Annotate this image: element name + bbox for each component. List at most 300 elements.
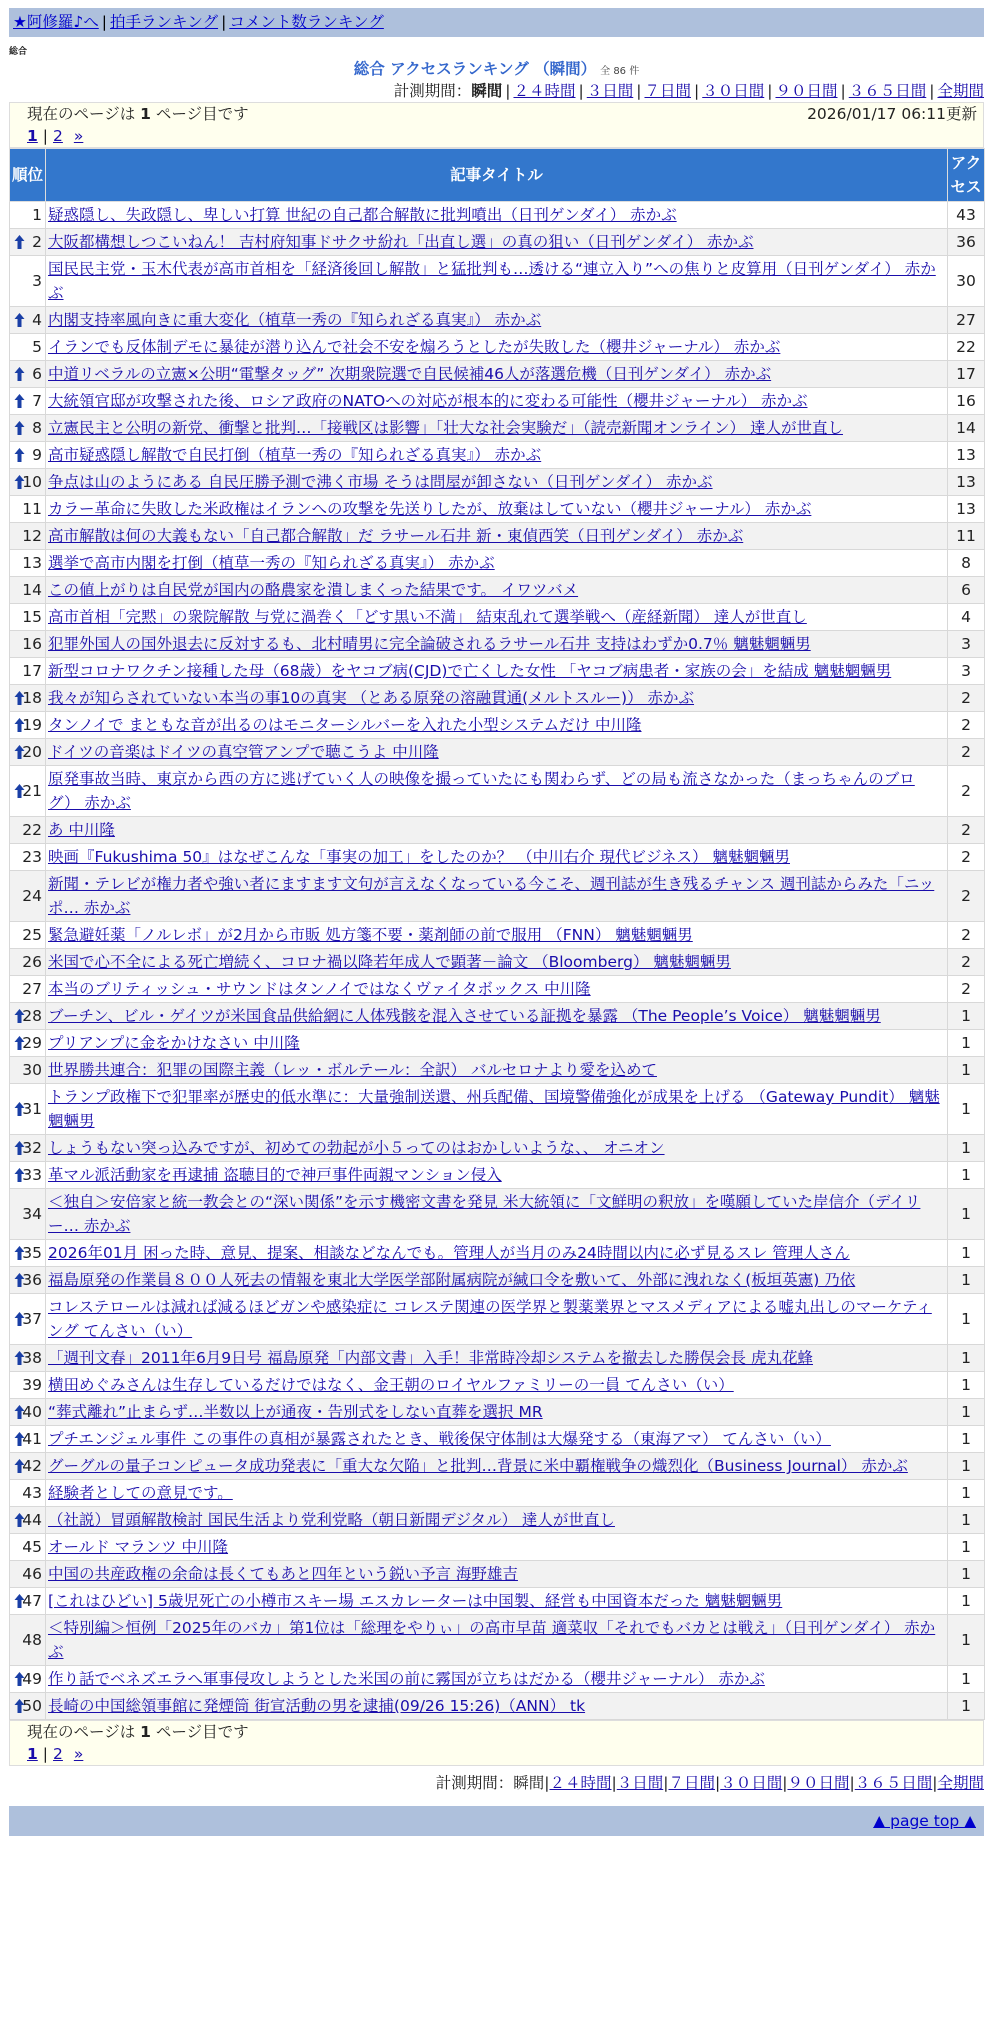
rank-number: 24: [22, 887, 42, 905]
table-row: [10, 442, 985, 469]
table-row: [10, 1480, 985, 1507]
access-count-cell: 2: [948, 685, 985, 712]
next-page-link[interactable]: »: [73, 1745, 84, 1763]
article-title-link[interactable]: 争点は山のようにある 自民圧勝予測で沸く市場 そうは問屋が卸さない（日刊ゲンダイ） 赤かぶ: [48, 473, 713, 491]
article-title-link[interactable]: 中道リベラルの立憲×公明“電撃タッグ” 次期衆院選で自民候補46人が落選危機（日刊ゲンダイ） 赤かぶ: [48, 365, 772, 383]
rank-number: 16: [22, 635, 42, 653]
table-row: [10, 817, 985, 844]
rank-up-arrow-icon: [14, 1272, 25, 1288]
table-row: [10, 1345, 985, 1372]
access-count-cell: 2: [948, 844, 985, 871]
period-separator: |: [715, 1774, 721, 1792]
access-count-cell: 14: [948, 415, 985, 442]
period-link[interactable]: ９０日間: [787, 1774, 850, 1792]
title-cell: [46, 550, 948, 577]
rank-cell: [10, 1666, 46, 1693]
title-cell: [46, 817, 948, 844]
rank-cell: [10, 202, 46, 229]
table-row: [10, 1534, 985, 1561]
access-count-cell: 1: [948, 1693, 985, 1720]
rank-cell: [10, 496, 46, 523]
article-title-link[interactable]: 経験者としての意見です。: [48, 1484, 233, 1502]
rank-cell: [10, 1189, 46, 1240]
rank-up-arrow-icon: [14, 474, 25, 490]
page-separator: |: [42, 127, 49, 145]
period-link[interactable]: 全期間: [937, 1774, 984, 1792]
rank-up-arrow-icon: [14, 1350, 25, 1366]
access-count-cell: 1: [948, 1240, 985, 1267]
rank-number: 25: [22, 926, 42, 944]
rank-up-arrow-icon: [14, 1512, 25, 1528]
article-title-link[interactable]: ブーチン、ビル・ゲイツが米国食品供給網に人体残骸を混入させている証拠を暴露 （The People’s Voice） 魑魅魍魎男: [48, 1007, 881, 1025]
access-count-cell: 2: [948, 922, 985, 949]
period-link[interactable]: ３日間: [616, 1774, 664, 1792]
rank-number: 7: [32, 392, 42, 410]
table-row: [10, 469, 985, 496]
period-link[interactable]: ３日間: [586, 82, 634, 100]
access-count-cell: 1: [948, 1267, 985, 1294]
table-row: [10, 685, 985, 712]
rank-number: 44: [22, 1511, 42, 1529]
title-cell: [46, 1294, 948, 1345]
current-page-number: 1: [140, 1723, 151, 1741]
ranking-table: [9, 148, 985, 1720]
access-count-cell: 1: [948, 1615, 985, 1666]
article-title-link[interactable]: [これはひどい] 5歳児死亡の小樽市スキー場 エスカレーターは中国製、経営も中国資本だった 魑魅魍魎男: [48, 1592, 783, 1610]
current-page-text: [27, 1721, 249, 1743]
title-cell: [46, 307, 948, 334]
table-row: [10, 739, 985, 766]
article-title-link[interactable]: 米国で心不全による死亡増続く、コロナ禍以降若年成人で顕著－論文 （Bloomberg） 魑魅魍魎男: [48, 953, 731, 971]
table-row: [10, 1453, 985, 1480]
article-title-link[interactable]: トランプ政権下で犯罪率が歴史的低水準に：大量強制送還、州兵配備、国境警備強化が成果を上げる （Gateway Pundit） 魑魅魍魎男: [48, 1088, 940, 1130]
access-count-cell: 2: [948, 871, 985, 922]
article-title-link[interactable]: ＜特別編＞恒例「2025年のバカ」第1位は「総理をやりぃ」の高市早苗 適菜収「それでもバカとは戦え」（日刊ゲンダイ） 赤かぶ: [48, 1619, 936, 1661]
rank-up-arrow-icon: [14, 1101, 25, 1117]
article-title-link[interactable]: 犯罪外国人の国外退去に反対するも、北村晴男に完全論破されるラサール石井 支持はわずか0.7％ 魑魅魍魎男: [48, 635, 811, 653]
rank-number: 39: [22, 1376, 42, 1394]
rank-cell: [10, 712, 46, 739]
article-title-link[interactable]: 大阪都構想しつこいねん！ 吉村府知事ドサクサ紛れ「出直し選」の真の狙い（日刊ゲンダイ） 赤かぶ: [48, 233, 754, 251]
rank-cell: [10, 1030, 46, 1057]
title-cell: [46, 334, 948, 361]
article-title-link[interactable]: 高市疑惑隠し解散で自民打倒（植草一秀の『知られざる真実』） 赤かぶ: [48, 446, 542, 464]
title-cell: [46, 496, 948, 523]
access-count-cell: 1: [948, 1507, 985, 1534]
rank-number: 33: [22, 1166, 42, 1184]
article-title-link[interactable]: 映画『Fukushima 50』はなぜこんな「事実の加工」をしたのか？ （中川右介 現代ビジネス） 魑魅魍魎男: [48, 848, 790, 866]
article-title-link[interactable]: オールド マランツ 中川隆: [48, 1538, 229, 1556]
article-title-link[interactable]: 大統領官邸が攻撃された後、ロシア政府のNATOへの対応が根本的に変わる可能性（櫻井ジャーナル） 赤かぶ: [48, 392, 808, 410]
article-title-link[interactable]: 新聞・テレビが権力者や強い者にますます文句が言えなくなっている今こそ、週刊誌が生き残るチャンス 週刊誌からみた「ニッポ… 赤かぶ: [48, 875, 935, 917]
period-separator: |: [782, 1774, 788, 1792]
rank-cell: [10, 550, 46, 577]
title-cell: [46, 1345, 948, 1372]
rank-up-arrow-icon: [14, 1035, 25, 1051]
access-count-cell: 1: [948, 1003, 985, 1030]
table-row: [10, 922, 985, 949]
article-title-link[interactable]: プリアンプに金をかけなさい 中川隆: [48, 1034, 300, 1052]
article-title-link[interactable]: 緊急避妊薬「ノルレボ」が2月から市販 処方箋不要・薬剤師の前で服用 （FNN） 魑魅魍魎男: [48, 926, 693, 944]
next-page-link[interactable]: »: [73, 127, 84, 145]
title-cell: [46, 388, 948, 415]
title-cell: [46, 844, 948, 871]
rank-cell: [10, 1294, 46, 1345]
title-cell: [46, 1453, 948, 1480]
title-cell: [46, 949, 948, 976]
period-separator: |: [611, 1774, 617, 1792]
access-count-cell: 36: [948, 229, 985, 256]
rank-up-arrow-icon: [14, 1458, 25, 1474]
title-cell: [46, 442, 948, 469]
access-count-cell: 17: [948, 361, 985, 388]
article-title-link[interactable]: （社説）冒頭解散検討 国民生活より党利党略（朝日新聞デジタル） 達人が世直し: [48, 1511, 615, 1529]
article-title-link[interactable]: 中国の共産政権の余命は長くてもあと四年という鋭い予言 海野雄吉: [48, 1565, 518, 1583]
article-title-link[interactable]: この値上がりは自民党が国内の酪農家を潰しまくった結果です。 イワツバメ: [48, 581, 579, 599]
page-separator: |: [42, 1745, 49, 1763]
article-title-link[interactable]: 作り話でベネズエラへ軍事侵攻しようとした米国の前に霧国が立ちはだかる（櫻井ジャーナル） 赤かぶ: [48, 1670, 765, 1688]
access-count-cell: 30: [948, 256, 985, 307]
rank-number: 18: [22, 689, 42, 707]
rank-cell: [10, 658, 46, 685]
access-count-cell: 1: [948, 1453, 985, 1480]
title-cell: [46, 1162, 948, 1189]
title-cell: [46, 922, 948, 949]
title-cell: [46, 469, 948, 496]
period-link[interactable]: ３０日間: [720, 1774, 783, 1792]
clap-ranking-link[interactable]: 拍手ランキング: [110, 13, 219, 31]
article-title-link[interactable]: グーグルの量子コンピュータ成功発表に「重大な欠陥」と批判…背景に米中覇権戦争の熾烈化（Business Journal） 赤かぶ: [48, 1457, 908, 1475]
table-row: [10, 388, 985, 415]
rank-up-arrow-icon: [14, 420, 25, 436]
access-count-cell: 16: [948, 388, 985, 415]
title-cell: [46, 658, 948, 685]
article-title-link[interactable]: 新型コロナワクチン接種した母（68歳）をヤコブ病(CJD)で亡くした女性 「ヤコブ病患者・家族の会」を結成 魑魅魍魎男: [48, 662, 892, 680]
nav-separator: |: [221, 13, 227, 31]
title-cell: [46, 229, 948, 256]
rank-cell: [10, 1693, 46, 1720]
table-header-row: [10, 149, 985, 202]
rank-up-arrow-icon: [14, 690, 25, 706]
table-row: [10, 1057, 985, 1084]
title-cell: [46, 1480, 948, 1507]
article-title-link[interactable]: 「週刊文春」2011年6月9日号 福島原発「内部文書」入手！非常時冷却システムを撤去した勝俣会長 虎丸花蜂: [48, 1349, 813, 1367]
article-title-link[interactable]: ＜独自＞安倍家と統一教会との“深い関係”を示す機密文書を発見 米大統領に「文鮮明の釈放」を嘆願していた岸信介（デイリー… 赤かぶ: [48, 1193, 921, 1235]
table-row: [10, 415, 985, 442]
rank-up-arrow-icon: [14, 1008, 25, 1024]
rank-number: 19: [22, 716, 42, 734]
title-cell: [46, 1588, 948, 1615]
rank-number: 13: [22, 554, 42, 572]
table-row: [10, 1084, 985, 1135]
rank-cell: [10, 1480, 46, 1507]
access-count-cell: 3: [948, 658, 985, 685]
article-title-link[interactable]: ドイツの音楽はドイツの真空管アンプで聴こうよ 中川隆: [48, 743, 439, 761]
rank-cell: [10, 523, 46, 550]
period-separator: |: [694, 82, 700, 100]
period-separator: |: [544, 1774, 550, 1792]
period-link[interactable]: ３６５日間: [848, 82, 927, 100]
rank-cell: [10, 1507, 46, 1534]
table-row: [10, 1426, 985, 1453]
table-row: [10, 1666, 985, 1693]
access-count-cell: 3: [948, 631, 985, 658]
article-title-link[interactable]: しょうもない突っ込みですが、初めての勃起が小５ってのはおかしいような、、 オニオン: [48, 1139, 665, 1157]
rank-cell: [10, 1162, 46, 1189]
period-link[interactable]: ９０日間: [775, 82, 838, 100]
table-row: [10, 1267, 985, 1294]
pager-status-row: [27, 1721, 983, 1743]
article-title-link[interactable]: 我々が知らされていない本当の事10の真実 （とある原発の溶融貫通(メルトスルー)） 赤かぶ: [48, 689, 695, 707]
rank-up-arrow-icon: [14, 393, 25, 409]
title-cell: [46, 1003, 948, 1030]
article-title-link[interactable]: カラー革命に失敗した米政権はイランへの攻撃を先送りしたが、放棄はしていない（櫻井ジャーナル） 赤かぶ: [48, 500, 812, 518]
rank-cell: [10, 1426, 46, 1453]
rank-cell: [10, 976, 46, 1003]
rank-cell: [10, 1003, 46, 1030]
period-separator: |: [929, 82, 935, 100]
rank-number: 31: [22, 1100, 42, 1118]
page-title: [9, 58, 984, 80]
access-count-cell: 2: [948, 712, 985, 739]
article-title-link[interactable]: 横田めぐみさんは生存しているだけではなく、金王朝のロイヤルファミリーの一員 てんさい（い）: [48, 1376, 734, 1394]
rank-up-arrow-icon: [14, 1245, 25, 1261]
page-link[interactable]: 2: [53, 1745, 63, 1763]
rank-cell: [10, 1084, 46, 1135]
article-title-link[interactable]: プチエンジェル事件 この事件の真相が暴露されたとき、戦後保守体制は大爆発する（東海アマ） てんさい（い）: [48, 1430, 831, 1448]
table-row: [10, 631, 985, 658]
access-count-cell: 11: [948, 523, 985, 550]
comment-ranking-link[interactable]: コメント数ランキング: [229, 13, 384, 31]
article-title-link[interactable]: あ 中川隆: [48, 821, 115, 839]
article-title-link[interactable]: 本当のブリティッシュ・サウンドはタンノイではなくヴァイタボックス 中川隆: [48, 980, 591, 998]
title-cell: [46, 577, 948, 604]
rank-cell: [10, 1561, 46, 1588]
page-link[interactable]: 2: [53, 127, 63, 145]
title-cell: [46, 871, 948, 922]
title-cell: [46, 1693, 948, 1720]
rank-cell: [10, 469, 46, 496]
rank-number: 47: [22, 1592, 42, 1610]
period-selector: [9, 80, 984, 102]
current-page-post: ページ目です: [155, 105, 249, 123]
updated-timestamp: 2026/01/17 06:11更新: [807, 105, 977, 123]
period-link[interactable]: ７日間: [668, 1774, 715, 1792]
access-count-cell: 1: [948, 1189, 985, 1240]
period-selector-bottom: [9, 1772, 984, 1794]
rank-up-arrow-icon: [14, 1140, 25, 1156]
table-row: [10, 1162, 985, 1189]
current-page-pre: 現在のページは: [27, 105, 136, 123]
period-current: 瞬間: [513, 1774, 545, 1792]
article-title-link[interactable]: 原発事故当時、東京から西の方に逃げていく人の映像を撮っていたにも関わらず、どの局も流さなかった（まっちゃんのブログ） 赤かぶ: [48, 770, 915, 812]
rank-number: 42: [22, 1457, 42, 1475]
title-cell: [46, 1372, 948, 1399]
page-link[interactable]: 1: [27, 1745, 38, 1763]
rank-number: 48: [22, 1631, 42, 1649]
title-cell: [46, 202, 948, 229]
rank-number: 17: [22, 662, 42, 680]
pager-box: [9, 102, 984, 148]
article-title-link[interactable]: 世界勝共連合：犯罪の国際主義（レッ・ボルテール：全訳） バルセロナより愛を込めて: [48, 1061, 657, 1079]
table-row: [10, 202, 985, 229]
article-title-link[interactable]: コレステロールは減れば減るほどガンや感染症に コレステ関連の医学界と製薬業界とマスメディアによる嘘丸出しのマーケティング てんさい（い）: [48, 1298, 932, 1340]
period-separator: |: [767, 82, 773, 100]
top-nav-bar: [9, 8, 984, 37]
rank-cell: [10, 1372, 46, 1399]
table-row: [10, 1561, 985, 1588]
title-cell: [46, 976, 948, 1003]
title-cell: [46, 1057, 948, 1084]
rank-number: 45: [22, 1538, 42, 1556]
article-title-link[interactable]: 革マル派活動家を再逮捕 盗聴目的で神戸事件両親マンション侵入: [48, 1166, 502, 1184]
table-row: [10, 361, 985, 388]
rank-number: 20: [22, 743, 42, 761]
rank-number: 22: [22, 821, 42, 839]
rank-cell: [10, 685, 46, 712]
title-cell: [46, 631, 948, 658]
article-title-link[interactable]: “葬式離れ”止まらず…半数以上が通夜・告別式をしない直葬を選択 MR: [48, 1403, 543, 1421]
page-links: [27, 1743, 983, 1765]
article-title-link[interactable]: 高市解散は何の大義もない「自己都合解散」だ ラサール石井 新・東偵西笑（日刊ゲンダイ） 赤かぶ: [48, 527, 744, 545]
article-title-link[interactable]: 福島原発の作業員８００人死去の情報を東北大学医学部附属病院が緘口令を敷いて、外部に洩れなく(板垣英憲) 乃依: [48, 1271, 856, 1289]
access-count-cell: 1: [948, 1084, 985, 1135]
access-count-cell: 1: [948, 1534, 985, 1561]
table-row: [10, 1399, 985, 1426]
access-count-cell: 1: [948, 1162, 985, 1189]
page-link[interactable]: 1: [27, 127, 38, 145]
current-page-number: 1: [140, 105, 151, 123]
rank-number: 15: [22, 608, 42, 626]
article-title-link[interactable]: イランでも反体制デモに暴徒が潜り込んで社会不安を煽ろうとしたが失敗した（櫻井ジャーナル） 赤かぶ: [48, 338, 781, 356]
rank-number: 12: [22, 527, 42, 545]
title-cell: [46, 1426, 948, 1453]
table-row: [10, 1189, 985, 1240]
title-cell: [46, 685, 948, 712]
article-title-link[interactable]: 国民民主党・玉木代表が高市首相を「経済後回し解散」と猛批判も…透ける“連立入り”への焦りと皮算用（日刊ゲンダイ） 赤かぶ: [48, 260, 936, 302]
article-title-link[interactable]: 内閣支持率風向きに重大変化（植草一秀の『知られざる真実』） 赤かぶ: [48, 311, 542, 329]
rank-number: 34: [22, 1205, 42, 1223]
rank-cell: [10, 631, 46, 658]
rank-up-arrow-icon: [14, 1671, 25, 1687]
rank-cell: [10, 1588, 46, 1615]
title-cell: [46, 1189, 948, 1240]
access-count-cell: 2: [948, 766, 985, 817]
rank-cell: [10, 334, 46, 361]
period-link[interactable]: ２４時間: [513, 82, 576, 100]
article-title-link[interactable]: 立憲民主と公明の新党、衝撃と批判…「接戦区は影響」「壮大な社会実験だ」（読売新聞オンライン） 達人が世直し: [48, 419, 843, 437]
article-title-link[interactable]: 選挙で高市内閣を打倒（植草一秀の『知られざる真実』） 赤かぶ: [48, 554, 495, 572]
period-separator: |: [663, 1774, 669, 1792]
table-row: [10, 1003, 985, 1030]
period-link[interactable]: ７日間: [644, 82, 691, 100]
rank-up-arrow-icon: [14, 234, 25, 250]
table-row: [10, 1294, 985, 1345]
table-row: [10, 550, 985, 577]
title-cell: [46, 1534, 948, 1561]
table-row: [10, 307, 985, 334]
period-link[interactable]: ２４時間: [549, 1774, 612, 1792]
period-link[interactable]: ３６５日間: [854, 1774, 933, 1792]
rank-number: 5: [32, 338, 42, 356]
table-row: [10, 577, 985, 604]
home-link[interactable]: ★阿修羅♪へ: [13, 13, 99, 31]
access-count-cell: 1: [948, 1561, 985, 1588]
access-count-cell: 2: [948, 739, 985, 766]
rank-up-arrow-icon: [14, 1698, 25, 1714]
title-cell: [46, 1030, 948, 1057]
rank-number: 29: [22, 1034, 42, 1052]
title-cell: [46, 1240, 948, 1267]
table-row: [10, 334, 985, 361]
nav-separator: |: [101, 13, 108, 31]
rank-up-arrow-icon: [14, 783, 25, 799]
rank-up-arrow-icon: [14, 1404, 25, 1420]
table-row: [10, 976, 985, 1003]
access-count-cell: 8: [948, 550, 985, 577]
rank-number: 9: [32, 446, 42, 464]
article-title-link[interactable]: 長崎の中国総領事館に発煙筒 街宣活動の男を逮捕(09/26 15:26)（ANN） tk: [48, 1697, 586, 1715]
rank-number: 26: [22, 953, 42, 971]
page-top-link[interactable]: ▲ page top ▲: [873, 1812, 976, 1830]
access-count-cell: 13: [948, 469, 985, 496]
access-count-cell: 2: [948, 976, 985, 1003]
period-link[interactable]: 全期間: [937, 82, 984, 100]
rank-number: 30: [22, 1061, 42, 1079]
rank-cell: [10, 604, 46, 631]
article-title-link[interactable]: 疑惑隠し、失政隠し、卑しい打算 世紀の自己都合解散に批判噴出（日刊ゲンダイ） 赤かぶ: [48, 206, 677, 224]
rank-number: 40: [22, 1403, 42, 1421]
period-separator: |: [505, 82, 511, 100]
rank-cell: [10, 256, 46, 307]
period-separator: |: [840, 82, 846, 100]
article-title-link[interactable]: 高市首相「完黙」の衆院解散 与党に渦巻く「どす黒い不満」 結束乱れて選挙戦へ（産経新聞） 達人が世直し: [48, 608, 807, 626]
rank-number: 1: [32, 206, 42, 224]
access-count-cell: 2: [948, 949, 985, 976]
access-count-cell: 1: [948, 1480, 985, 1507]
rank-up-arrow-icon: [14, 717, 25, 733]
title-cell: [46, 1267, 948, 1294]
title-cell: [46, 1135, 948, 1162]
current-page-pre: 現在のページは: [27, 1723, 136, 1741]
rank-cell: [10, 1345, 46, 1372]
rank-cell: [10, 922, 46, 949]
access-count-cell: 1: [948, 1372, 985, 1399]
table-row: [10, 658, 985, 685]
access-count-cell: 1: [948, 1135, 985, 1162]
title-cell: [46, 523, 948, 550]
table-row: [10, 256, 985, 307]
rank-cell: [10, 442, 46, 469]
rank-number: 50: [22, 1697, 42, 1715]
article-title-link[interactable]: タンノイで まともな音が出るのはモニターシルバーを入れた小型システムだけ 中川隆: [48, 716, 642, 734]
article-title-link[interactable]: 2026年01月 困った時、意見、提案、相談などなんでも。管理人が当月のみ24時間以内に必ず見るスレ 管理人さん: [48, 1244, 850, 1262]
access-count-cell: 1: [948, 1399, 985, 1426]
period-link[interactable]: ３０日間: [702, 82, 765, 100]
table-row: [10, 1372, 985, 1399]
title-cell: [46, 415, 948, 442]
access-count-cell: 1: [948, 1057, 985, 1084]
title-cell: [46, 712, 948, 739]
access-count-cell: 1: [948, 1294, 985, 1345]
period-label: 計測期間：: [435, 1774, 514, 1792]
table-row: [10, 229, 985, 256]
title-cell: [46, 361, 948, 388]
rank-cell: [10, 1615, 46, 1666]
period-separator: |: [849, 1774, 855, 1792]
rank-cell: [10, 817, 46, 844]
table-row: [10, 1588, 985, 1615]
